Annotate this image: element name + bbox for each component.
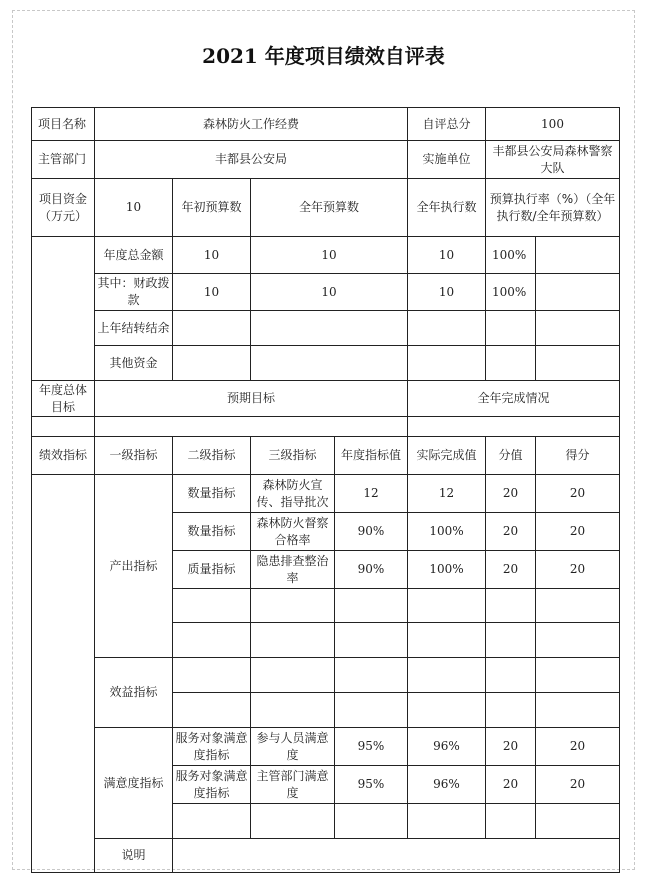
empty-cell [335, 693, 408, 728]
indicator-target: 12 [335, 475, 408, 513]
funds-row-rate [486, 311, 536, 346]
empty-cell [408, 804, 486, 839]
empty-cell [486, 804, 536, 839]
funds-row-extra [536, 237, 620, 274]
empty-cell [536, 658, 620, 693]
funds-row-rate: 100% [486, 274, 536, 311]
col-actual: 实际完成值 [408, 437, 486, 475]
goals-expected-content [95, 417, 408, 437]
col-exec-amount: 全年执行数 [408, 179, 486, 237]
col-level3: 三级指标 [251, 437, 335, 475]
output-indicator-label: 产出指标 [95, 475, 173, 658]
funds-row-label: 其他资金 [95, 346, 173, 381]
indicator-actual: 100% [408, 551, 486, 589]
empty-cell [335, 658, 408, 693]
indicator-points: 20 [486, 728, 536, 766]
indicator-target: 90% [335, 513, 408, 551]
col-score: 得分 [536, 437, 620, 475]
funds-row-full: 10 [251, 237, 408, 274]
empty-cell [408, 658, 486, 693]
page-title: 2021 年度项目绩效自评表 [202, 44, 445, 68]
indicator-level3: 参与人员满意度 [251, 728, 335, 766]
funds-blank [32, 237, 95, 381]
funds-row-exec: 10 [408, 274, 486, 311]
self-score-value: 100 [486, 108, 620, 141]
indicators-blank [32, 475, 95, 873]
goals-expected-label: 预期目标 [95, 381, 408, 417]
funds-row-rate: 100% [486, 237, 536, 274]
indicator-score: 20 [536, 475, 620, 513]
empty-cell [251, 693, 335, 728]
empty-cell [335, 589, 408, 623]
funds-row-label: 年度总金额 [95, 237, 173, 274]
indicator-actual: 12 [408, 475, 486, 513]
indicator-level2: 数量指标 [173, 513, 251, 551]
col-target: 年度指标值 [335, 437, 408, 475]
funds-row-exec [408, 311, 486, 346]
col-level2: 二级指标 [173, 437, 251, 475]
empty-cell [335, 804, 408, 839]
empty-cell [251, 589, 335, 623]
indicator-points: 20 [486, 475, 536, 513]
empty-cell [536, 589, 620, 623]
impl-unit-label: 实施单位 [408, 141, 486, 179]
funds-label-value: 10 [95, 179, 173, 237]
funds-row-initial [173, 311, 251, 346]
satisfaction-indicator-label: 满意度指标 [95, 728, 173, 839]
empty-cell [486, 658, 536, 693]
indicator-score: 20 [536, 551, 620, 589]
empty-cell [251, 623, 335, 658]
col-exec-rate: 预算执行率（%）（全年执行数/全年预算数） [486, 179, 620, 237]
empty-cell [536, 693, 620, 728]
indicators-label: 绩效指标 [32, 437, 95, 475]
funds-label: 项目资金（万元） [32, 179, 95, 237]
empty-cell [536, 804, 620, 839]
indicator-level3: 森林防火宣传、指导批次 [251, 475, 335, 513]
evaluation-table [31, 107, 620, 873]
indicator-actual: 96% [408, 766, 486, 804]
empty-cell [408, 693, 486, 728]
dept-value: 丰都县公安局 [95, 141, 408, 179]
funds-row-initial: 10 [173, 274, 251, 311]
indicator-actual: 100% [408, 513, 486, 551]
indicator-level2: 质量指标 [173, 551, 251, 589]
indicator-points: 20 [486, 551, 536, 589]
indicator-actual: 96% [408, 728, 486, 766]
dept-label: 主管部门 [32, 141, 95, 179]
notes-label: 说明 [95, 839, 173, 873]
empty-cell [536, 623, 620, 658]
indicator-points: 20 [486, 766, 536, 804]
benefit-indicator-label: 效益指标 [95, 658, 173, 728]
empty-cell [335, 623, 408, 658]
funds-row-full: 10 [251, 274, 408, 311]
empty-cell [173, 693, 251, 728]
indicator-points: 20 [486, 513, 536, 551]
col-full-budget: 全年预算数 [251, 179, 408, 237]
funds-row-initial [173, 346, 251, 381]
impl-unit-value: 丰都县公安局森林警察大队 [486, 141, 620, 179]
funds-row-exec: 10 [408, 237, 486, 274]
project-name-label: 项目名称 [32, 108, 95, 141]
notes-content [173, 839, 620, 873]
project-name-value: 森林防火工作经费 [95, 108, 408, 141]
empty-cell [173, 623, 251, 658]
indicator-level3: 隐患排查整治率 [251, 551, 335, 589]
funds-row-full [251, 311, 408, 346]
funds-row-full [251, 346, 408, 381]
indicator-score: 20 [536, 728, 620, 766]
empty-cell [251, 658, 335, 693]
indicator-target: 95% [335, 766, 408, 804]
funds-row-extra [536, 346, 620, 381]
col-points: 分值 [486, 437, 536, 475]
funds-row-extra [536, 274, 620, 311]
empty-cell [251, 804, 335, 839]
col-initial-budget: 年初预算数 [173, 179, 251, 237]
funds-row-label: 上年结转结余 [95, 311, 173, 346]
funds-row-label: 其中：财政拨款 [95, 274, 173, 311]
indicator-level3: 主管部门满意度 [251, 766, 335, 804]
funds-row-rate [486, 346, 536, 381]
empty-cell [173, 589, 251, 623]
empty-cell [173, 804, 251, 839]
indicator-level2: 数量指标 [173, 475, 251, 513]
self-score-label: 自评总分 [408, 108, 486, 141]
empty-cell [408, 589, 486, 623]
indicator-target: 95% [335, 728, 408, 766]
empty-cell [408, 623, 486, 658]
indicator-level3: 森林防火督察合格率 [251, 513, 335, 551]
funds-row-initial: 10 [173, 237, 251, 274]
goals-blank [32, 417, 95, 437]
indicator-target: 90% [335, 551, 408, 589]
empty-cell [486, 693, 536, 728]
indicator-level2: 服务对象满意度指标 [173, 766, 251, 804]
goals-label: 年度总体目标 [32, 381, 95, 417]
indicator-level2: 服务对象满意度指标 [173, 728, 251, 766]
indicator-score: 20 [536, 766, 620, 804]
funds-row-extra [536, 311, 620, 346]
empty-cell [486, 589, 536, 623]
col-level1: 一级指标 [95, 437, 173, 475]
empty-cell [486, 623, 536, 658]
indicator-score: 20 [536, 513, 620, 551]
funds-row-exec [408, 346, 486, 381]
empty-cell [173, 658, 251, 693]
goals-actual-label: 全年完成情况 [408, 381, 620, 417]
goals-actual-content [408, 417, 620, 437]
